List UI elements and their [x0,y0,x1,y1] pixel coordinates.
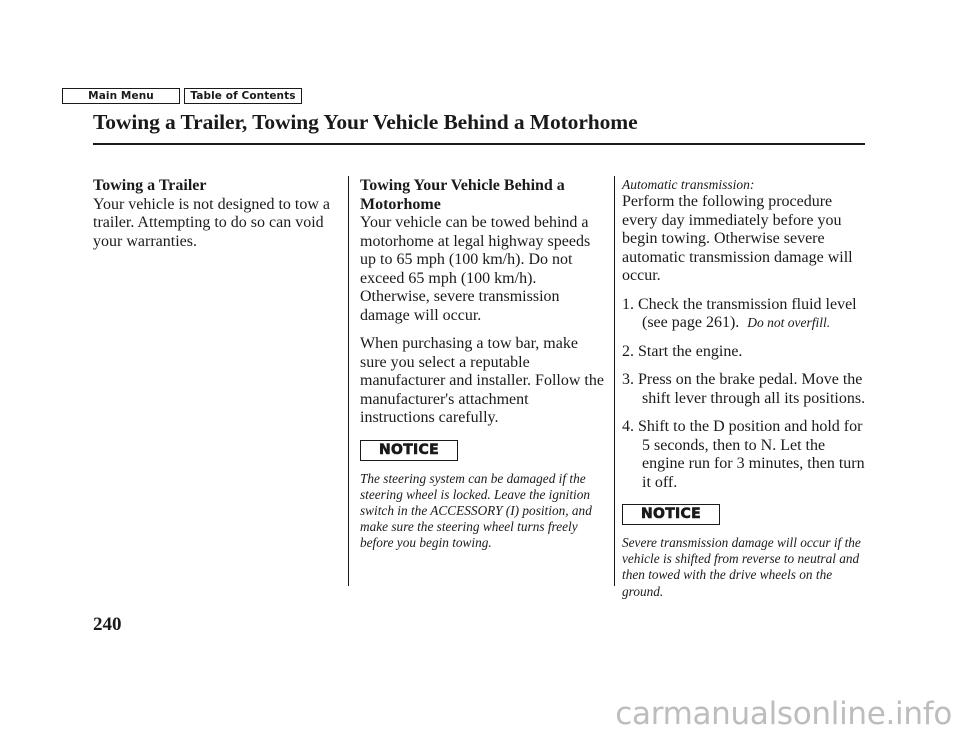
section-heading-towing-behind-motorhome: Towing Your Vehicle Behind a Motorhome [360,177,565,213]
subheading-automatic-transmission: Automatic transmission: [622,177,755,192]
column-divider-2 [614,176,615,586]
step-3: 3. Press on the brake pedal. Move the shift lever through all its positions. [622,371,866,407]
page-number: 240 [93,614,122,635]
section-heading-towing-trailer: Towing a Trailer [93,177,207,194]
watermark: carmanualsonline.info [615,696,952,732]
column-towing-trailer [93,177,337,261]
step-1-text: 1. Check the transmission fluid level (see page 261). [622,295,857,331]
main-menu-button[interactable]: Main Menu [62,88,180,104]
paragraph-tow-bar: When purchasing a tow bar, make sure you select a reputable manufacturer and installer. Follow the manufacturer's attachment instructions carefully. [360,335,604,426]
title-divider [93,143,865,145]
page-title: Towing a Trailer, Towing Your Vehicle Behind a Motorhome [93,110,638,134]
step-2: 2. Start the engine. [622,342,743,360]
notice-badge [622,504,720,525]
notice-label: NOTICE [378,441,439,458]
step-4: 4. Shift to the D position and hold for 5 seconds, then to N. Let the engine run for 3 minutes, then turn it off. [622,418,865,491]
notice-badge [360,440,458,461]
paragraph-speed-limit: Your vehicle can be towed behind a motorhome at legal highway speeds up to 65 mph (100 km/h). Do not exceed 65 mph (100 km/h). Otherwise, severe transmission damage will occur. [360,214,591,324]
step-1-note: Do not overfill. [747,315,831,330]
column-towing-behind-motorhome [360,177,606,552]
paragraph-procedure-intro: Perform the following procedure every day immediately before you begin towing. Otherwise severe automatic transmission damage will occur. [622,193,853,284]
column-divider-1 [348,176,349,586]
table-of-contents-button[interactable]: Table of Contents [184,88,302,104]
notice-label: NOTICE [640,506,701,523]
step-1 [622,296,866,333]
notice-text-steering: The steering system can be damaged if the steering wheel is locked. Leave the ignition switch in the ACCESSORY (I) position, and make sure the steering wheel turns freely before you begin towing. [360,470,592,551]
column-automatic-transmission [622,177,866,600]
paragraph-trailer-warning: Your vehicle is not designed to tow a trailer. Attempting to do so can void your warranties. [93,195,331,250]
notice-text-transmission: Severe transmission damage will occur if the vehicle is shifted from reverse to neutral and then towed with the drive wheels on the ground. [622,535,861,599]
